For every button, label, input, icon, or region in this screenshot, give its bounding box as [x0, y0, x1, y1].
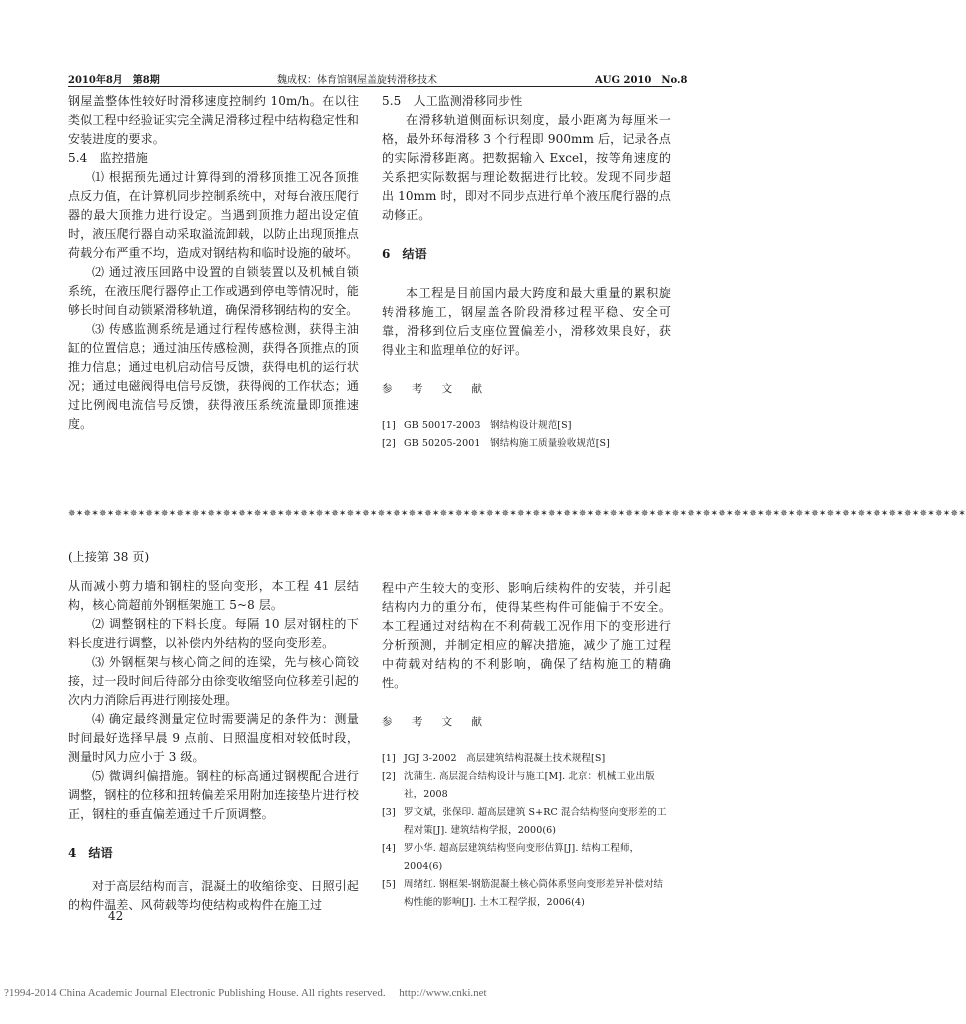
- header-date: AUG 2010 No.8: [595, 75, 688, 86]
- bottom-right-column: [382, 579, 671, 912]
- bottom-right-para: 程中产生较大的变形、影响后续构件的安装，并引起结构内力的重分布，使得某些构件可能偏于不安全。本工程通过对结构在不利荷载工况作用下的变形进行分析预测，并制定相应的解决措施，减少了施工过程中荷载对结构的不利影响，确保了结构施工的精确性。: [382, 581, 671, 690]
- header-article-title: 魏成权：体育馆钢屋盖旋转滑移技术: [277, 75, 437, 86]
- section-4-title: 4 结语: [68, 846, 113, 860]
- section-6-title: 6 结语: [382, 247, 427, 261]
- top-left-column: [68, 92, 359, 434]
- bottom-para-d: ⑷ 确定最终测量定位时需要满足的条件为：测量时间最好选择早晨 9 点前、日照温度相对较低时段，测量时风力应小于 3 级。: [68, 712, 359, 764]
- reference-item: [1] GB 50017-2003 钢结构设计规范[S]: [382, 420, 572, 431]
- top-right-column: [382, 92, 671, 453]
- bottom-para-b: ⑵ 调整钢柱的下料长度。每隔 10 层对钢柱的下料长度进行调整，以补偿内外结构的竖向变形差。: [68, 617, 359, 650]
- bottom-para-a: 从而减小剪力墙和钢柱的竖向变形，本工程 41 层结构，核心筒超前外钢框架施工 5~8 层。: [68, 579, 359, 612]
- section-5-4-title: 5.4 监控措施: [68, 151, 148, 165]
- page-number: 42: [108, 909, 124, 923]
- reference-item: [2] 沈蒲生. 高层混合结构设计与施工[M]. 北京：机械工业出版社，2008: [382, 771, 655, 800]
- intro-paragraph: 钢屋盖整体性较好时滑移速度控制约 10m/h。在以往类似工程中经验证实完全满足滑移过程中结构稳定性和安装进度的要求。: [68, 94, 359, 146]
- copyright-footer: ?1994-2014 China Academic Journal Electronic Publishing House. All rights reserved. http://www.cnki.net: [4, 987, 487, 999]
- bottom-para-c: ⑶ 外钢框架与核心筒之间的连梁，先与核心筒铰接，过一段时间后待部分由徐变收缩竖向位移差引起的次内力消除后再进行刚接处理。: [68, 655, 359, 707]
- section-5-4-para-3: ⑶ 传感监测系统是通过行程传感检测，获得主油缸的位置信息；通过油压传感检测，获得各顶推点的顶推力信息；通过电机启动信号反馈，获得电机的运行状况；通过电磁阀得电信号反馈，获得阀的工作状态；通过比例阀电流信号反馈，获得液压系统流量即顶推速度。: [68, 322, 359, 431]
- bottom-left-column: [68, 548, 359, 915]
- references-heading: 参 考 文 献: [382, 383, 491, 395]
- header-rule: [68, 86, 672, 87]
- reference-item: [2] GB 50205-2001 钢结构施工质量验收规范[S]: [382, 438, 610, 449]
- section-6-para: 本工程是目前国内最大跨度和最大重量的累积旋转滑移施工，钢屋盖各阶段滑移过程平稳、安全可靠，滑移到位后支座位置偏差小，滑移效果良好，获得业主和监理单位的好评。: [382, 286, 671, 357]
- continued-note: (上接第 38 页): [68, 550, 150, 564]
- section-5-4-para-1: ⑴ 根据预先通过计算得到的滑移顶推工况各顶推点反力值，在计算机同步控制系统中，对每台液压爬行器的最大顶推力进行设定。当遇到顶推力超出设定值时，液压爬行器自动采取溢流卸载，以防止出现顶推点荷载分布严重不均，造成对钢结构和临时设施的破坏。: [68, 170, 359, 260]
- reference-item: [1] JGJ 3-2002 高层建筑结构混凝土技术规程[S]: [382, 753, 606, 764]
- header-issue: 2010年8月 第8期: [68, 75, 160, 86]
- section-5-5-title: 5.5 人工监测滑移同步性: [382, 94, 523, 108]
- reference-item: [3] 罗文斌，张保印. 超高层建筑 S+RC 混合结构竖向变形差的工程对策[J]. 建筑结构学报，2000(6): [382, 807, 667, 836]
- bottom-para-e: ⑸ 微调纠偏措施。钢柱的标高通过钢楔配合进行调整，钢柱的位移和扭转偏差采用附加连接垫片进行校正，钢柱的垂直偏差通过千斤顶调整。: [68, 769, 359, 821]
- section-5-4-para-2: ⑵ 通过液压回路中设置的自锁装置以及机械自锁系统，在液压爬行器停止工作或遇到停电等情况时，能够长时间自动锁紧滑移轨道，确保滑移钢结构的安全。: [68, 265, 359, 317]
- section-divider: ✵✶✵✶✵✶✵✶✵✶✵✶✵✶✵✶✵✶✵✶✵✶✵✶✵✶✵✶✵✶✵✶✵✶✵✶✵✶✵✶✵✶✵✶✵✶✵✶✵✶✵✶✵✶✵✶✵✶✵✶✵✶✵✶✵✶✵✶✵✶✵✶✵✶✵✶✵✶✵✶✵✶✵✶✵✶✵✶✵✶✵✶✵✶✵✶✵✶✵✶✵✶✵✶✵✶✵✶✵✶✵✶✵✶✵✶: [68, 509, 966, 519]
- section-4-para: 对于高层结构而言，混凝土的收缩徐变、日照引起的构件温差、风荷载等均使结构或构件在施工过: [68, 879, 359, 912]
- reference-item: [5] 周绪红. 钢框架-钢筋混凝土核心筒体系竖向变形差异补偿对结构性能的影响[J]. 土木工程学报，2006(4): [382, 879, 664, 908]
- section-5-5-para: 在滑移轨道侧面标识刻度，最小距离为每厘米一格，最外环每滑移 3 个行程即 900mm 后，记录各点的实际滑移距离。把数据输入 Excel，按等角速度的关系把实际数据与理论数据进行比较。发现不同步超出 10mm 时，即对不同步点进行单个液压爬行器的点动修正。: [382, 113, 671, 222]
- references-heading: 参 考 文 献: [382, 716, 491, 728]
- reference-item: [4] 罗小华. 超高层建筑结构竖向变形估算[J]. 结构工程师，2004(6): [382, 843, 640, 872]
